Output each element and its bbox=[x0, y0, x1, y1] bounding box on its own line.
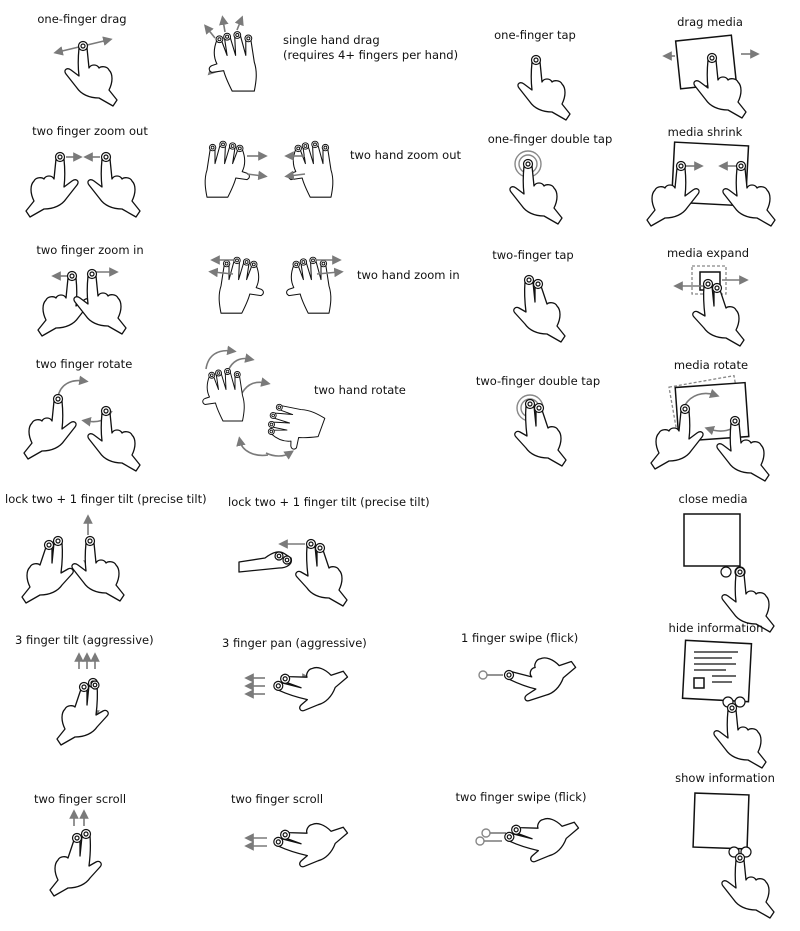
gesture-label: two hand zoom out bbox=[350, 148, 461, 162]
gesture-label: lock two + 1 finger tilt (precise tilt) bbox=[228, 495, 430, 509]
media-shrink-icon bbox=[655, 140, 765, 210]
gesture-label: one-finger tap bbox=[494, 28, 576, 42]
gesture-label: close media bbox=[678, 492, 748, 506]
two-finger-zoom-out-icon bbox=[30, 145, 150, 205]
one-finger-tap-icon bbox=[520, 50, 580, 110]
two-finger-scroll-horizontal-icon bbox=[245, 828, 335, 868]
gesture-label bbox=[283, 33, 458, 63]
lock-two-plus-one-tilt-icon bbox=[30, 515, 140, 580]
gesture-label: 3 finger pan (aggressive) bbox=[222, 636, 367, 650]
gesture-label: two finger swipe (flick) bbox=[455, 790, 587, 804]
gesture-label: drag media bbox=[677, 15, 743, 29]
gesture-label: lock two + 1 finger tilt (precise tilt) bbox=[5, 492, 207, 506]
gesture-label: one-finger drag bbox=[37, 12, 127, 26]
three-finger-pan-icon bbox=[245, 670, 335, 720]
two-finger-rotate-icon bbox=[30, 375, 140, 445]
two-finger-double-tap-icon bbox=[510, 390, 580, 454]
gesture-label: media shrink bbox=[667, 125, 743, 139]
two-hand-zoom-in-icon bbox=[205, 250, 355, 310]
one-finger-double-tap-icon bbox=[510, 150, 580, 210]
gesture-label: media expand bbox=[666, 246, 750, 260]
gesture-label: two finger scroll bbox=[230, 792, 324, 806]
media-expand-icon bbox=[672, 262, 762, 326]
gesture-label: two hand zoom in bbox=[357, 268, 460, 282]
drag-media-icon bbox=[665, 34, 760, 104]
gesture-label: one-finger double tap bbox=[487, 132, 613, 146]
gesture-label: two finger zoom in bbox=[36, 243, 144, 257]
two-finger-swipe-icon bbox=[472, 825, 557, 870]
one-finger-swipe-icon bbox=[475, 665, 555, 710]
gesture-label-line-1: single hand drag bbox=[283, 33, 380, 47]
gesture-label: 1 finger swipe (flick) bbox=[461, 631, 579, 645]
hide-information-icon bbox=[680, 638, 780, 748]
gesture-label: two finger zoom out bbox=[32, 124, 148, 138]
two-hand-rotate-icon bbox=[198, 345, 316, 465]
gesture-label: 3 finger tilt (aggressive) bbox=[15, 633, 154, 647]
media-rotate-icon bbox=[655, 375, 770, 455]
close-media-icon bbox=[680, 510, 780, 610]
gesture-label: media rotate bbox=[673, 358, 749, 372]
two-finger-zoom-in-icon bbox=[42, 262, 142, 322]
three-finger-tilt-icon bbox=[45, 655, 115, 725]
one-finger-drag-icon bbox=[40, 30, 130, 110]
lock-two-plus-one-tilt-alt-icon bbox=[235, 530, 355, 580]
gesture-label: two finger rotate bbox=[35, 357, 133, 371]
gesture-label: show information bbox=[675, 771, 775, 785]
two-finger-scroll-vertical-icon bbox=[50, 810, 110, 885]
show-information-icon bbox=[688, 790, 788, 900]
gesture-label: two-finger double tap bbox=[475, 374, 601, 388]
gesture-label: two hand rotate bbox=[314, 383, 406, 397]
two-hand-zoom-out-icon bbox=[205, 138, 345, 198]
single-hand-drag-icon bbox=[205, 18, 285, 88]
gesture-label: hide information bbox=[668, 621, 764, 635]
gesture-label-line-2: (requires 4+ fingers per hand) bbox=[283, 48, 459, 62]
gesture-label: two finger scroll bbox=[33, 792, 127, 806]
gesture-label: two-finger tap bbox=[492, 248, 574, 262]
two-finger-tap-icon bbox=[515, 268, 575, 330]
